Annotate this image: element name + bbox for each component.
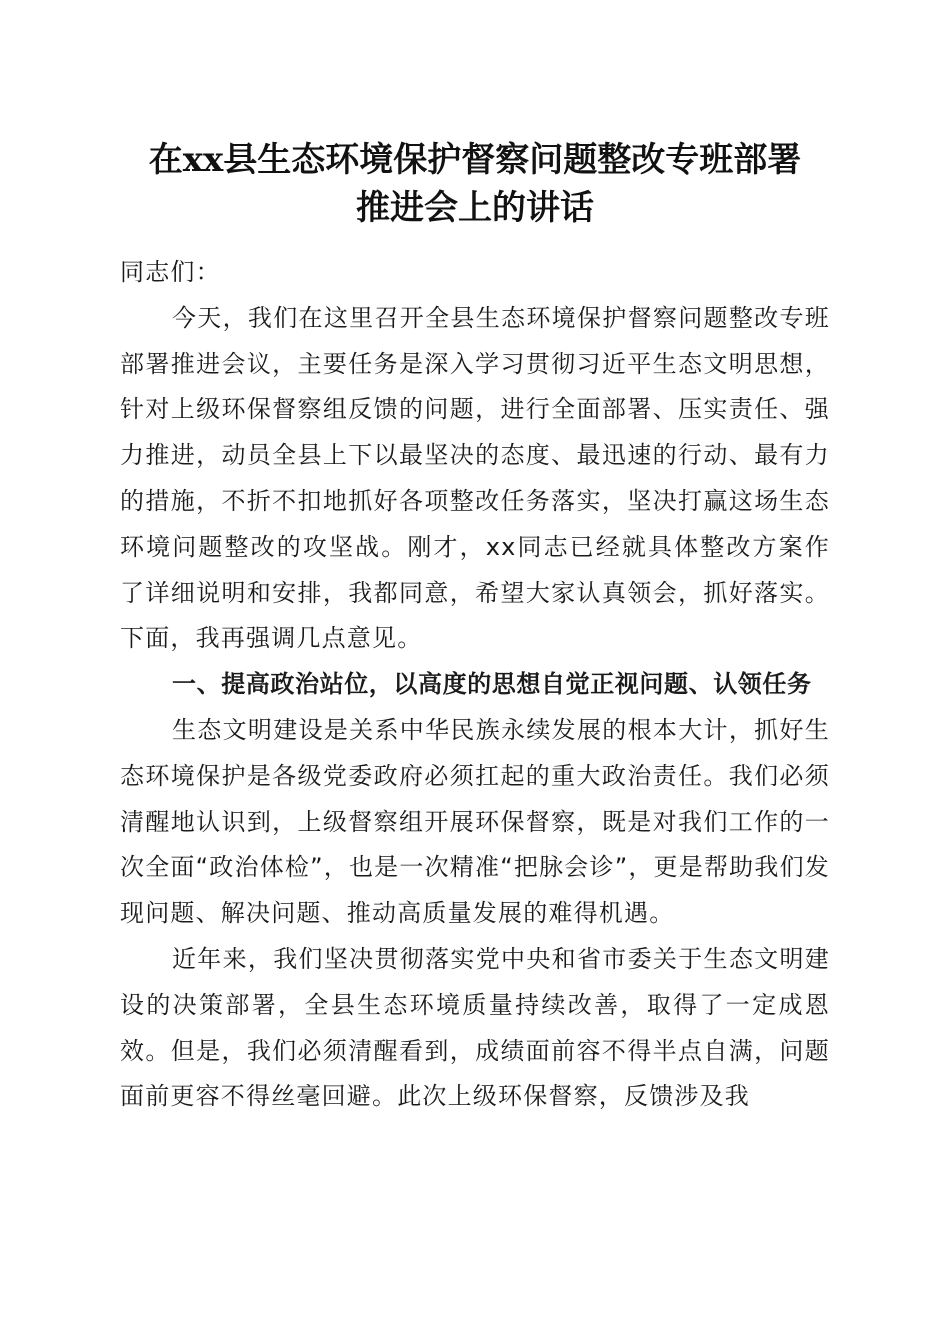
section-heading-1: 一、提高政治站位，以高度的思想自觉正视问题、认领任务 (172, 670, 812, 699)
title-line-2: 推进会上的讲话 (356, 188, 594, 228)
paragraph-significance: 生态文明建设是关系中华民族永续发展的根本大计，抓好生态环境保护是各级党委政府必须扛起的重大政治责任。我们必须清醒地认识到，上级督察组开展环保督察，既是对我们工作的一次全面“政治体检”，也是一次精准“把脉会诊”，更是帮助我们发现问题、解决问题、推动高质量发展的难得机遇。 (120, 715, 830, 928)
salutation: 同志们： (120, 258, 221, 286)
document-body (120, 250, 830, 1120)
title-line-1: 在xx县生态环境保护督察问题整改专班部署 (148, 140, 802, 180)
document-title (100, 136, 850, 232)
paragraph-achievements: 近年来，我们坚决贯彻落实党中央和省市委关于生态文明建设的决策部署，全县生态环境质量持续改善，取得了一定成恩效。但是，我们必须清醒看到，成绩面前容不得半点自满，问题面前更容不得丝毫回避。此次上级环保督察，反馈涉及我 (120, 944, 830, 1111)
paragraph-opening: 今天，我们在这里召开全县生态环境保护督察问题整改专班部署推进会议，主要任务是深入学习贯彻习近平生态文明思想，针对上级环保督察组反馈的问题，进行全面部署、压实责任、强力推进，动员全县上下以最坚决的态度、最迅速的行动、最有力的措施，不折不扣地抓好各项整改任务落实，坚决打赢这场生态环境问题整改的攻坚战。刚才，xx同志已经就具体整改方案作了详细说明和安排，我都同意，希望大家认真领会，抓好落实。下面，我再强调几点意见。 (120, 303, 830, 653)
